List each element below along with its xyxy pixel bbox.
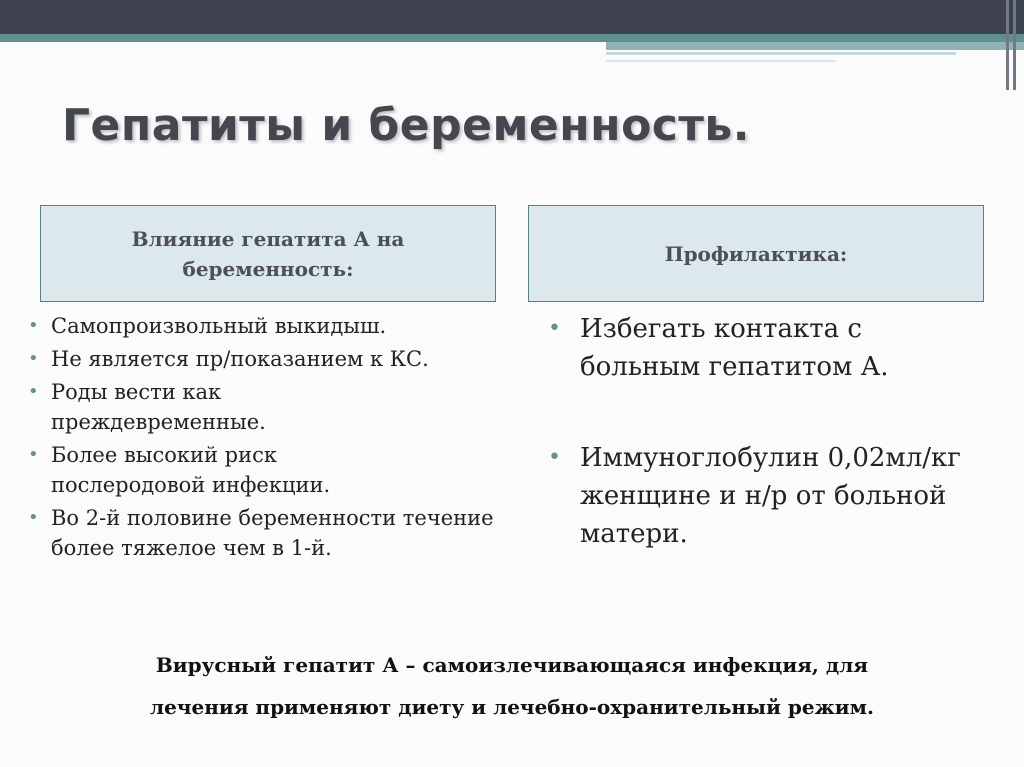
left-bullet-list (28, 311, 528, 566)
list-item (28, 377, 311, 437)
header-bar-dark (0, 0, 1024, 34)
edge-stripe (1006, 0, 1009, 90)
header-line-accent (606, 52, 956, 55)
bullet-dot-icon: • (28, 444, 39, 465)
list-item-text: Иммуноглобулин 0,02мл/кг женщине и н/р от больной матери. (580, 443, 961, 549)
edge-stripe (1013, 0, 1016, 90)
list-item-text: Более высокий риск послеродовой инфекции. (51, 443, 331, 497)
right-header-box (528, 205, 984, 302)
list-item-text: Роды вести как преждевременные. (51, 380, 266, 434)
bullet-dot-icon: • (28, 507, 39, 528)
list-item-text: Во 2-й половине беременности течение более тяжелое чем в 1-й. (51, 506, 494, 560)
footer-note (40, 644, 984, 728)
bullet-dot-icon: • (28, 315, 39, 336)
list-item (28, 503, 506, 563)
list-item (28, 440, 431, 500)
list-item-text: Избегать контакта с больным гепатитом А. (580, 314, 889, 382)
list-item (548, 439, 1018, 553)
right-bullet-list (548, 310, 1018, 553)
footer-line-2: лечения применяют диету и лечебно-охранительный режим. (150, 695, 874, 719)
bullet-dot-icon: • (548, 445, 561, 470)
right-header-label: Профилактика: (664, 241, 848, 266)
bullet-dot-icon: • (548, 316, 561, 341)
header-bar-teal (0, 34, 1024, 42)
bullet-dot-icon: • (28, 381, 39, 402)
list-item (548, 310, 940, 386)
footer-line-1: Вирусный гепатит А – самоизлечивающаяся инфекция, для (155, 653, 869, 677)
bullet-dot-icon: • (28, 348, 39, 369)
list-item-text: Самопроизвольный выкидыш. (51, 314, 387, 338)
header-bar-teal-accent (606, 42, 1024, 50)
list-item (28, 344, 528, 374)
header-line-accent-thin (606, 60, 836, 62)
list-item (28, 311, 528, 341)
left-header-label: Влияние гепатита А на беременность: (131, 226, 405, 281)
left-header-box (40, 205, 496, 302)
list-item-text: Не является пр/показанием к КС. (51, 347, 429, 371)
page-title: Гепатиты и беременность. (62, 100, 750, 151)
